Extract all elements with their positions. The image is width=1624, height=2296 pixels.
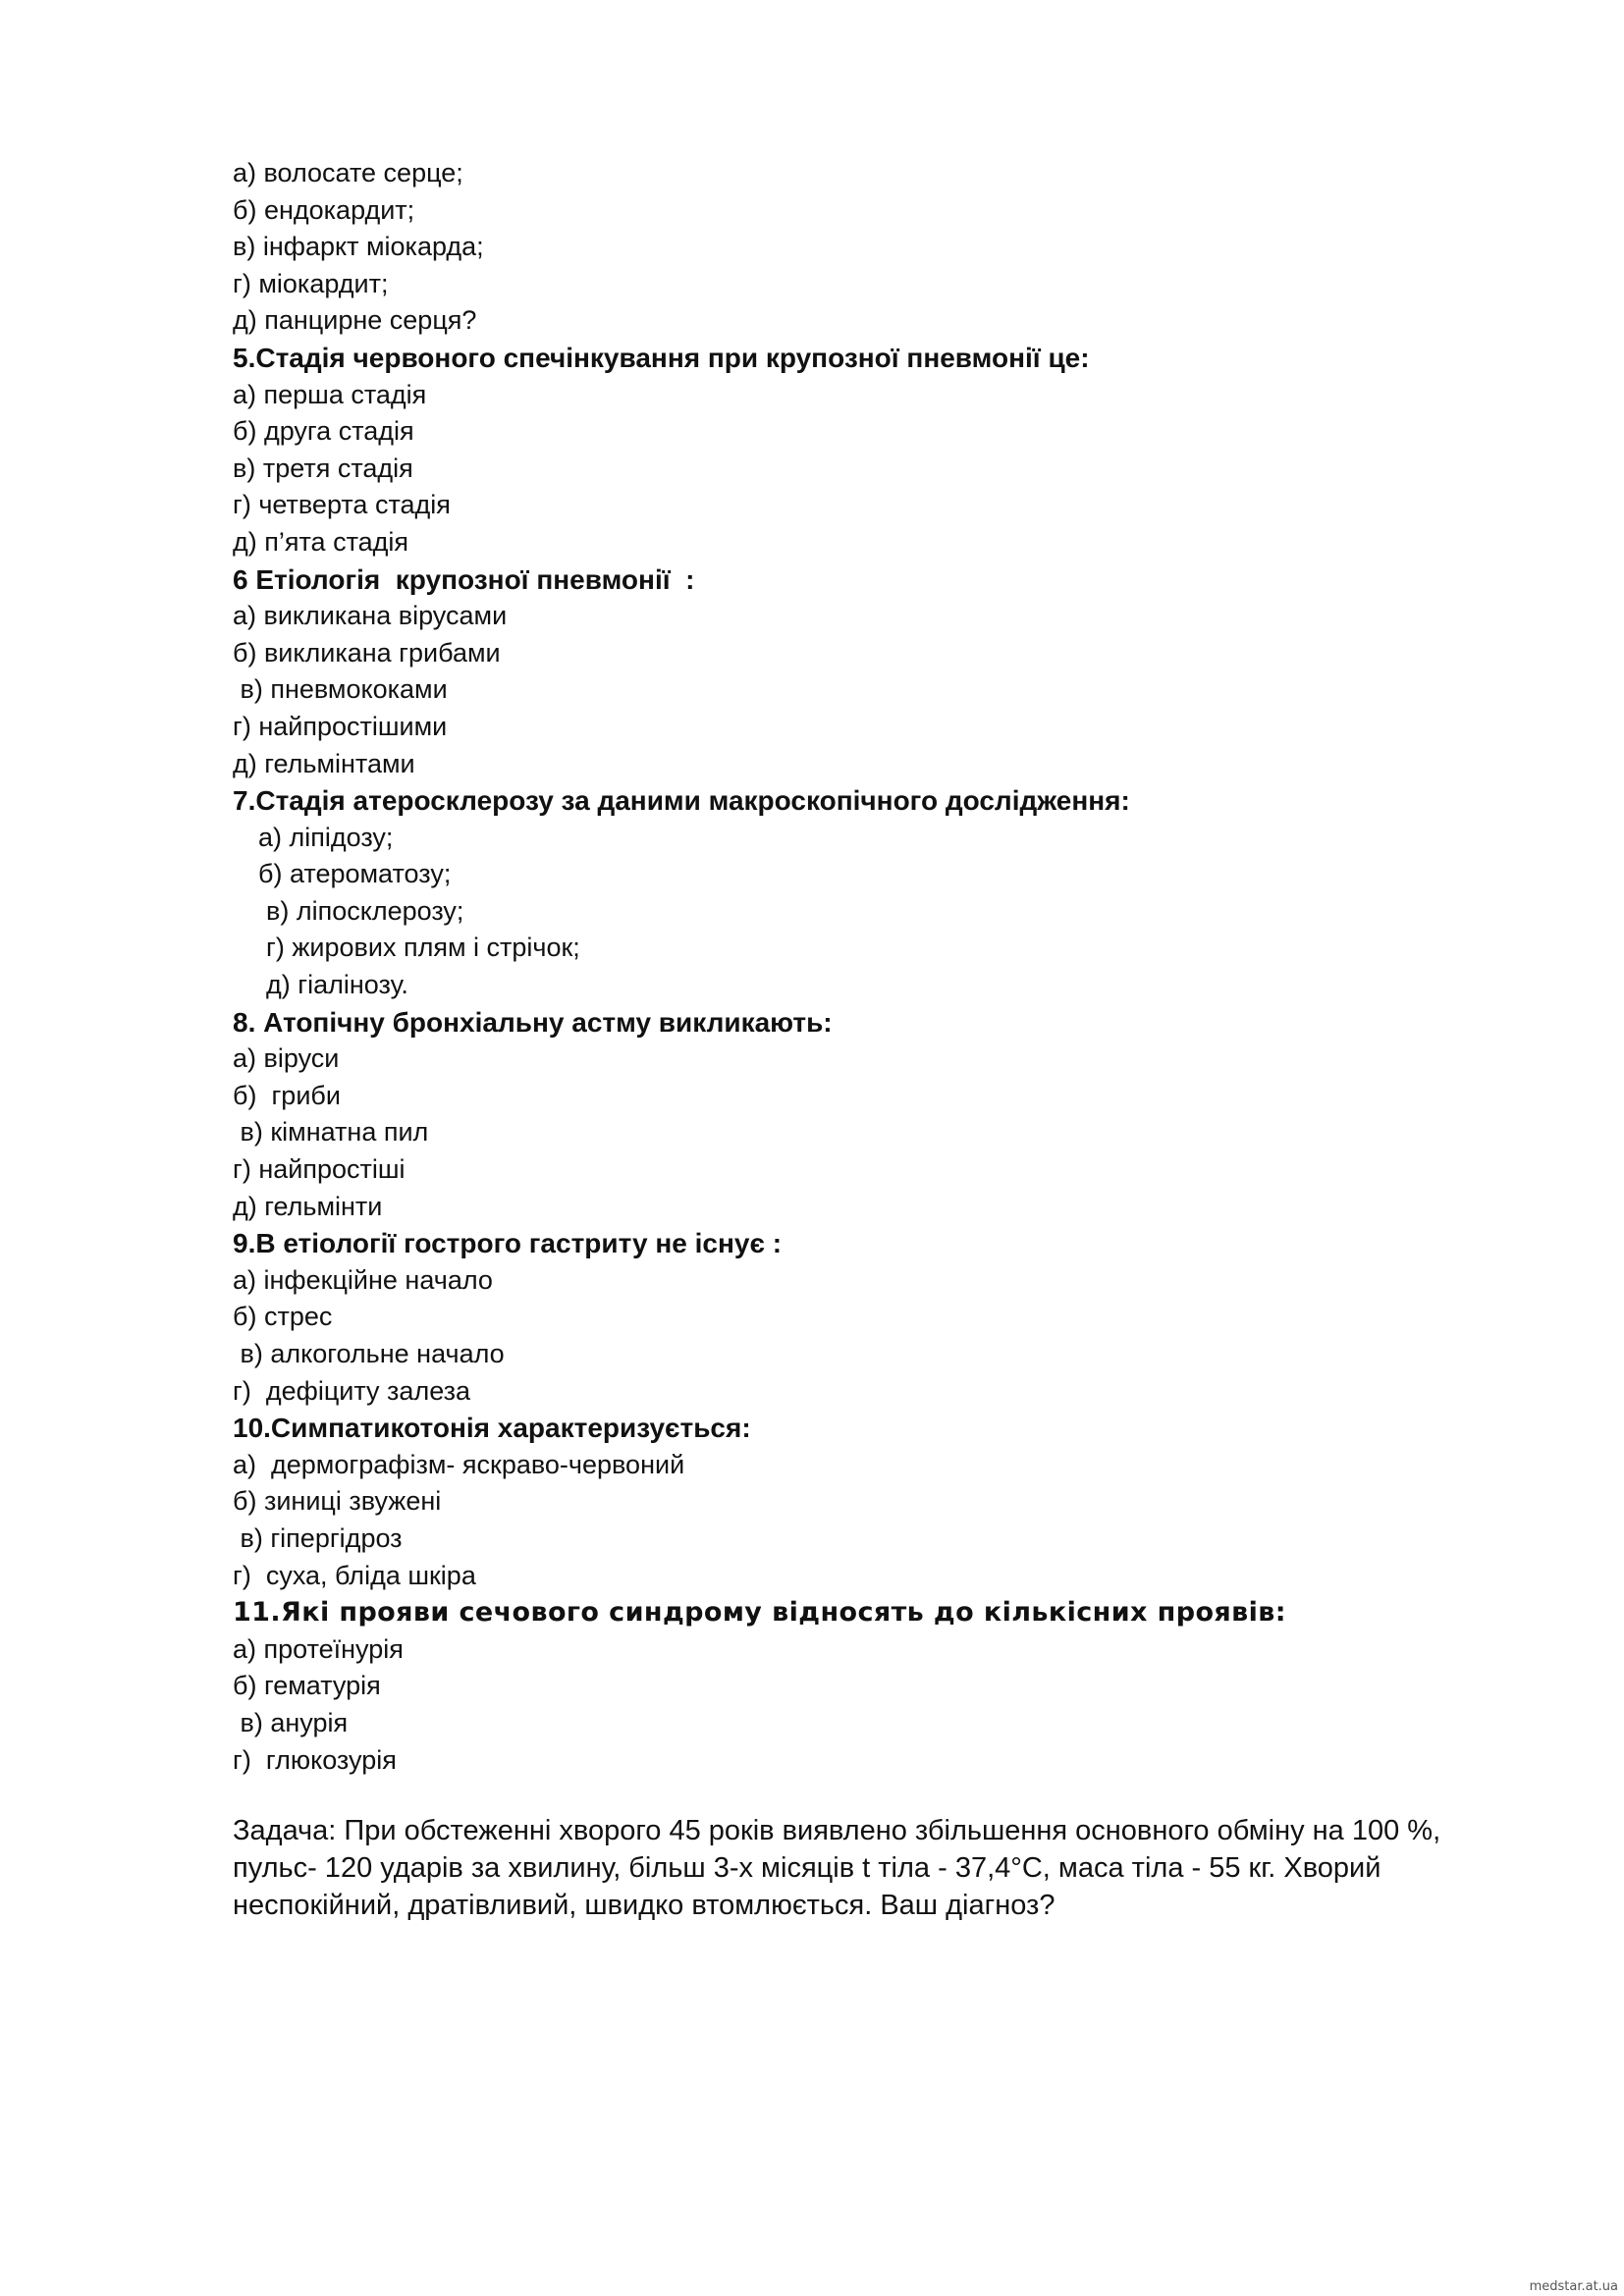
question-9 bbox=[233, 1225, 1480, 1410]
option-line: д) п’ята стадія bbox=[233, 526, 409, 557]
question-11 bbox=[233, 1594, 1480, 1779]
intro-options bbox=[233, 155, 1480, 340]
task-paragraph: Задача: При обстеженні хворого 45 років виявлено збільшення основного обміну на 100 %, пульс- 120 ударів за хвилину, більш 3-х місяців t тіла - 37,4°C, маса тіла - 55 кг. Хворий неспокійний, дратівливий, швидко втомлюється. Ваш діагноз? bbox=[233, 1815, 1441, 1922]
option-line: г) четверта стадія bbox=[233, 490, 451, 520]
option-line: в) анурія bbox=[233, 1707, 349, 1737]
question-title: 11.Які прояви сечового синдрому відносять до кількісних проявів: bbox=[233, 1597, 1286, 1629]
option-line: г) жирових плям і стрічок; bbox=[266, 933, 580, 963]
option-line: а) інфекційне начало bbox=[233, 1264, 493, 1295]
option-line: а) віруси bbox=[233, 1043, 340, 1074]
option-line: б) гриби bbox=[233, 1080, 341, 1110]
option-line: в) третя стадія bbox=[233, 453, 413, 483]
question-title: 7.Стадія атеросклерозу за даними макроскопічного дослідження: bbox=[233, 785, 1130, 817]
question-10 bbox=[233, 1410, 1480, 1594]
option-line: б) ендокардит; bbox=[233, 194, 415, 225]
option-line: в) алкогольне начало bbox=[233, 1339, 505, 1368]
option-line: г) глюкозурія bbox=[233, 1744, 397, 1775]
option-line: б) гематурія bbox=[233, 1671, 381, 1701]
option-line: г) суха, бліда шкіра bbox=[233, 1560, 476, 1590]
option-line: б) атероматозу; bbox=[258, 859, 452, 889]
option-line: д) гельмінти bbox=[233, 1191, 383, 1221]
option-line: а) протеїнурія bbox=[233, 1633, 404, 1664]
option-line: в) пневмококами bbox=[233, 674, 448, 705]
option-line: в) гіпергідроз bbox=[233, 1522, 403, 1553]
option-line: а) викликана вірусами bbox=[233, 601, 508, 631]
question-5 bbox=[233, 340, 1480, 561]
question-title: 5.Стадія червоного спечінкування при крупозної пневмонії це: bbox=[233, 342, 1090, 373]
question-8 bbox=[233, 1004, 1480, 1226]
option-line: а) волосате серце; bbox=[233, 158, 463, 187]
document-page bbox=[233, 155, 1480, 1924]
option-line: д) панцирне серця? bbox=[233, 305, 477, 336]
question-title: 9.В етіології гострого гастриту не існує : bbox=[233, 1228, 783, 1259]
option-line: б) викликана грибами bbox=[233, 637, 501, 667]
option-line: г) найпростіші bbox=[233, 1154, 406, 1185]
option-line: г) дефіциту залеза bbox=[233, 1375, 471, 1406]
option-line: д) гіалінозу. bbox=[266, 970, 408, 1000]
option-line: б) стрес bbox=[233, 1302, 333, 1332]
question-title: 8. Атопічну бронхіальну астму викликають: bbox=[233, 1006, 833, 1038]
option-line: б) друга стадія bbox=[233, 416, 414, 447]
option-line: г) найпростішими bbox=[233, 711, 448, 741]
question-7 bbox=[233, 782, 1480, 1004]
option-line: в) інфаркт міокарда; bbox=[233, 232, 484, 262]
option-line: д) гельмінтами bbox=[233, 748, 415, 778]
option-line: б) зиниці звужені bbox=[233, 1486, 442, 1517]
watermark: medstar.at.ua bbox=[1529, 2279, 1618, 2294]
option-line: а) перша стадія bbox=[233, 379, 427, 409]
option-line: в) ліпосклерозу; bbox=[266, 895, 464, 926]
question-title: 10.Симпатикотонія характеризується: bbox=[233, 1413, 751, 1444]
question-6 bbox=[233, 561, 1480, 783]
option-line: в) кімнатна пил bbox=[233, 1117, 429, 1148]
option-line: а) ліпідозу; bbox=[258, 822, 394, 852]
option-line: а) дермографізм- яскраво-червоний bbox=[233, 1449, 685, 1479]
option-line: г) міокардит; bbox=[233, 268, 389, 298]
question-title: 6 Етіологія крупозної пневмонії : bbox=[233, 563, 695, 595]
